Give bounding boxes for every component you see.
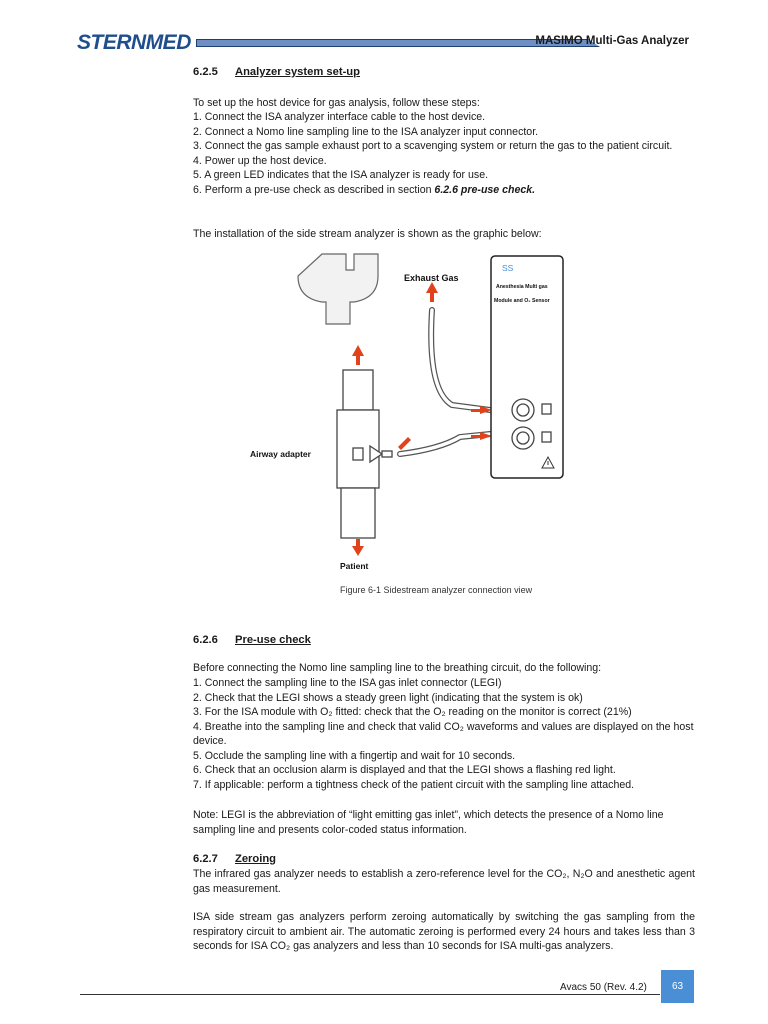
list-item: 2. Check that the LEGI shows a steady green light (indicating that the system is ok) [193,691,583,704]
graphic-intro: The installation of the side stream analyzer is shown as the graphic below: [193,228,542,240]
list-item: 2. Connect a Nomo line sampling line to the ISA analyzer input connector. [193,125,539,138]
section-heading-626: 6.2.6 Pre-use check [193,634,311,646]
exhaust-gas-label: Exhaust Gas [404,273,459,283]
sternmed-logo: STERNMED [77,31,191,54]
module-label-line2: Module and O₂ Sensor [494,298,550,304]
list-item: 3. Connect the gas sample exhaust port to a scavenging system or return the gas to the patient circuit. [193,140,673,152]
list-item: 4. Breathe into the sampling line and check that valid CO₂ waveforms and values are displayed on the host device. [193,720,694,747]
page-number-badge: 63 [661,970,694,1003]
module-label-line1: Anesthesia Multi gas [496,284,548,290]
section-heading-625: 6.2.5 Analyzer system set-up [193,66,360,78]
arrow-diagonal-icon [398,437,411,450]
zeroing-paragraph-1: The infrared gas analyzer needs to establish a zero-reference level for the CO₂, N₂O and anesthetic agent gas measurement. [193,868,695,895]
list-item: 6. Perform a pre-use check as described in section 6.2.6 pre-use check. [193,183,536,196]
zeroing-paragraph-2: ISA side stream gas analyzers perform zeroing automatically by switching the gas sampling from the respiratory circuit to ambient air. The automatic zeroing is performed every 24 hours and takes less than 3 seconds for ISA CO₂ gas analyzers and less than 10 seconds for ISA multi-gas analyzers. [193,911,695,952]
section-625-intro: To set up the host device for gas analysis, follow these steps: [193,97,480,109]
airway-adapter-label: Airway adapter [250,449,311,459]
airway-adapter-graphic [337,370,392,538]
sidestream-connection-diagram [240,248,570,578]
figure-caption: Figure 6-1 Sidestream analyzer connection view [340,585,533,595]
cross-reference: 6.2.6 pre-use check. [434,183,536,196]
list-item: 1. Connect the sampling line to the ISA gas inlet connector (LEGI) [193,677,502,689]
exhaust-tube [431,310,490,410]
section-626-intro: Before connecting the Nomo line sampling line to the breathing circuit, do the following: [193,662,602,674]
arrow-up-icon [352,345,364,365]
list-item: 3. For the ISA module with O₂ fitted: check that the O₂ reading on the monitor is correct (21%) [193,706,632,718]
page-header [77,31,689,55]
ss-label: SS [502,263,514,273]
footer-rule [80,994,660,995]
exhaust-arrow-icon [426,282,438,302]
legi-note: Note: LEGI is the abbreviation of “light emitting gas inlet”, which detects the presence of a Nomo line sampling line and presents color-coded status information. [193,809,664,836]
list-item: 6. Check that an occlusion alarm is displayed and that the LEGI shows a flashing red light. [193,764,616,776]
list-item: 5. Occlude the sampling line with a fingertip and wait for 10 seconds. [193,749,516,762]
arrow-down-icon [352,539,364,556]
list-item: 7. If applicable: perform a tightness check of the patient circuit with the sampling line attached. [193,778,635,791]
header-doc-title: MASIMO Multi-Gas Analyzer [535,35,689,47]
list-item: 4. Power up the host device. [193,154,327,167]
section-heading-627: 6.2.7 Zeroing [193,853,277,865]
section-626-steps [193,676,695,792]
section-625-steps [193,110,695,197]
footer-doc-revision: Avacs 50 (Rev. 4.2) [560,982,647,993]
list-item: 5. A green LED indicates that the ISA analyzer is ready for use. [193,169,489,181]
patient-label: Patient [340,561,369,571]
list-item: 1. Connect the ISA analyzer interface cable to the host device. [193,111,486,123]
y-piece [298,254,378,324]
